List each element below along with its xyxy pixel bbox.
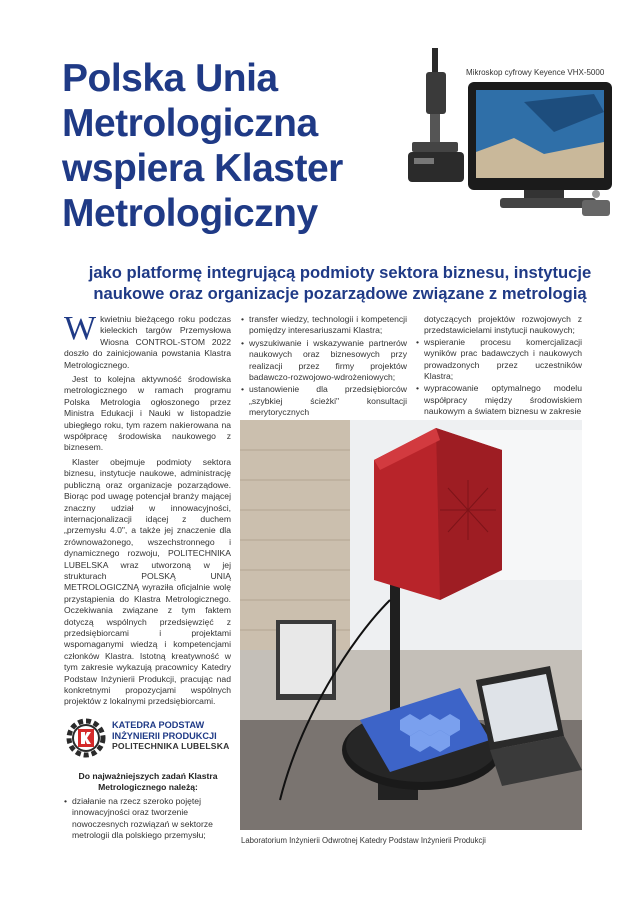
list-item-continuation: dotyczących projektów rozwojowych z przedstawicielami instytucji naukowych; — [424, 314, 582, 336]
column-2 — [241, 314, 407, 420]
list-item: • wypracowanie optymalnego modelu współpracy między środowiskiem naukowym a światem biznesu w zakresie — [416, 383, 582, 417]
logo-line: INŻYNIERII PRODUKCJI — [112, 730, 217, 741]
drop-cap: W — [64, 310, 97, 347]
photo-caption: Laboratorium Inżynierii Odwrotnej Katedry Podstaw Inżynierii Produkcji — [241, 836, 486, 845]
logo-line: POLITECHNIKA LUBELSKA — [112, 741, 230, 751]
title-line: Polska Unia — [62, 57, 278, 100]
column-3 — [416, 314, 582, 419]
list-item: • działanie na rzecz szeroko pojętej innowacyjności oraz tworzenie nowoczesnych rozwiązań w sektorze metrologii dla polskiego przemysłu; — [64, 796, 232, 842]
paragraph: Klaster obejmuje podmioty sektora biznesu, instytucje naukowe, administrację publiczną oraz organizacje pozarządowe. Biorąc pod uwagę potencjał branży mającej znaczny udział w innowacyjności, internacjonalizacji idącej z duchem „przemysłu 4.0", a także jej znaczenie dla zrównoważonego, wszechstronnego i dynamicznego rozwoju, POLITECHNIKA LUBELSKA wraz utworzoną w jej strukturach POLSKĄ UNIĄ METROLOGICZNĄ wyraziła oficjalnie wolę przystąpienia do Klastra Metrologicznego. Oczekiwania związane z tym faktem dotyczą wspólnych przedsięwzięć z przedsiębiorcami i projektami wspomaganymi wiedzą i kompetencjami członków Klastra. Istotną kreatywność w tym zakresie wykazują pracownicy Katedry Podstaw Inżynierii Produkcji, pracując nad konkretnymi propozycjami wspólnych projektów z lokalnymi przedsiębiorcami. — [64, 456, 231, 707]
paragraph — [64, 310, 231, 371]
subtitle-line: naukowe oraz organizacje pozarządowe związane z metrologią — [93, 284, 587, 303]
laboratory-photo — [240, 420, 582, 830]
article-subtitle — [60, 262, 620, 304]
column-1 — [64, 310, 231, 711]
tasks-list — [416, 337, 582, 418]
tasks-list — [241, 314, 407, 419]
department-logo — [64, 716, 234, 760]
list-item: • transfer wiedzy, technologii i kompetencji pomiędzy interesariuszami Klastra; — [241, 314, 407, 337]
list-item: • wyszukiwanie i wskazywanie partnerów naukowych oraz biznesowych przy realizacji przez firmy projektów badawczo-rozwojowo-wdrożeniowych; — [241, 338, 407, 384]
tasks-heading: Do najważniejszych zadań Klastra Metrologicznego należą: — [78, 771, 218, 793]
subtitle-line: jako platformę integrującą podmioty sektora biznesu, instytucje — [88, 263, 592, 282]
list-item: • ustanowienie dla przedsiębiorców „szybkiej ścieżki" konsultacji merytorycznych — [241, 384, 407, 418]
article-title — [62, 56, 412, 236]
gear-logo-icon — [64, 716, 108, 760]
title-line: Metrologiczna — [62, 102, 318, 145]
tasks-section — [64, 771, 232, 842]
paragraph: Jest to kolejna aktywność środowiska metrologicznego w ramach programu Polska Metrologia ogłoszonego przez Ministra Edukacji i Nauki w listopadzie ubiegłego roku, tym razem nakierowana na współpracę środowiska naukowego z biznesem. — [64, 374, 231, 453]
logo-line: KATEDRA PODSTAW — [112, 720, 205, 730]
paragraph-text: kwietniu bieżącego roku podczas kieleckich targów Przemysłowa Wiosna CONTROL-STOM 2022 doszło do zainicjowania powstania Klastra Metrologicznego. — [64, 314, 231, 370]
tasks-list — [64, 796, 232, 842]
list-item: • wspieranie procesu komercjalizacji wyników prac badawczych i naukowych prowadzonych przez uczestników Klastra; — [416, 337, 582, 383]
microscope-caption: Mikroskop cyfrowy Keyence VHX-5000 — [466, 68, 605, 77]
logo-text — [112, 720, 230, 752]
title-line: Metrologiczny — [62, 192, 318, 235]
title-line: wspiera Klaster — [62, 147, 343, 190]
